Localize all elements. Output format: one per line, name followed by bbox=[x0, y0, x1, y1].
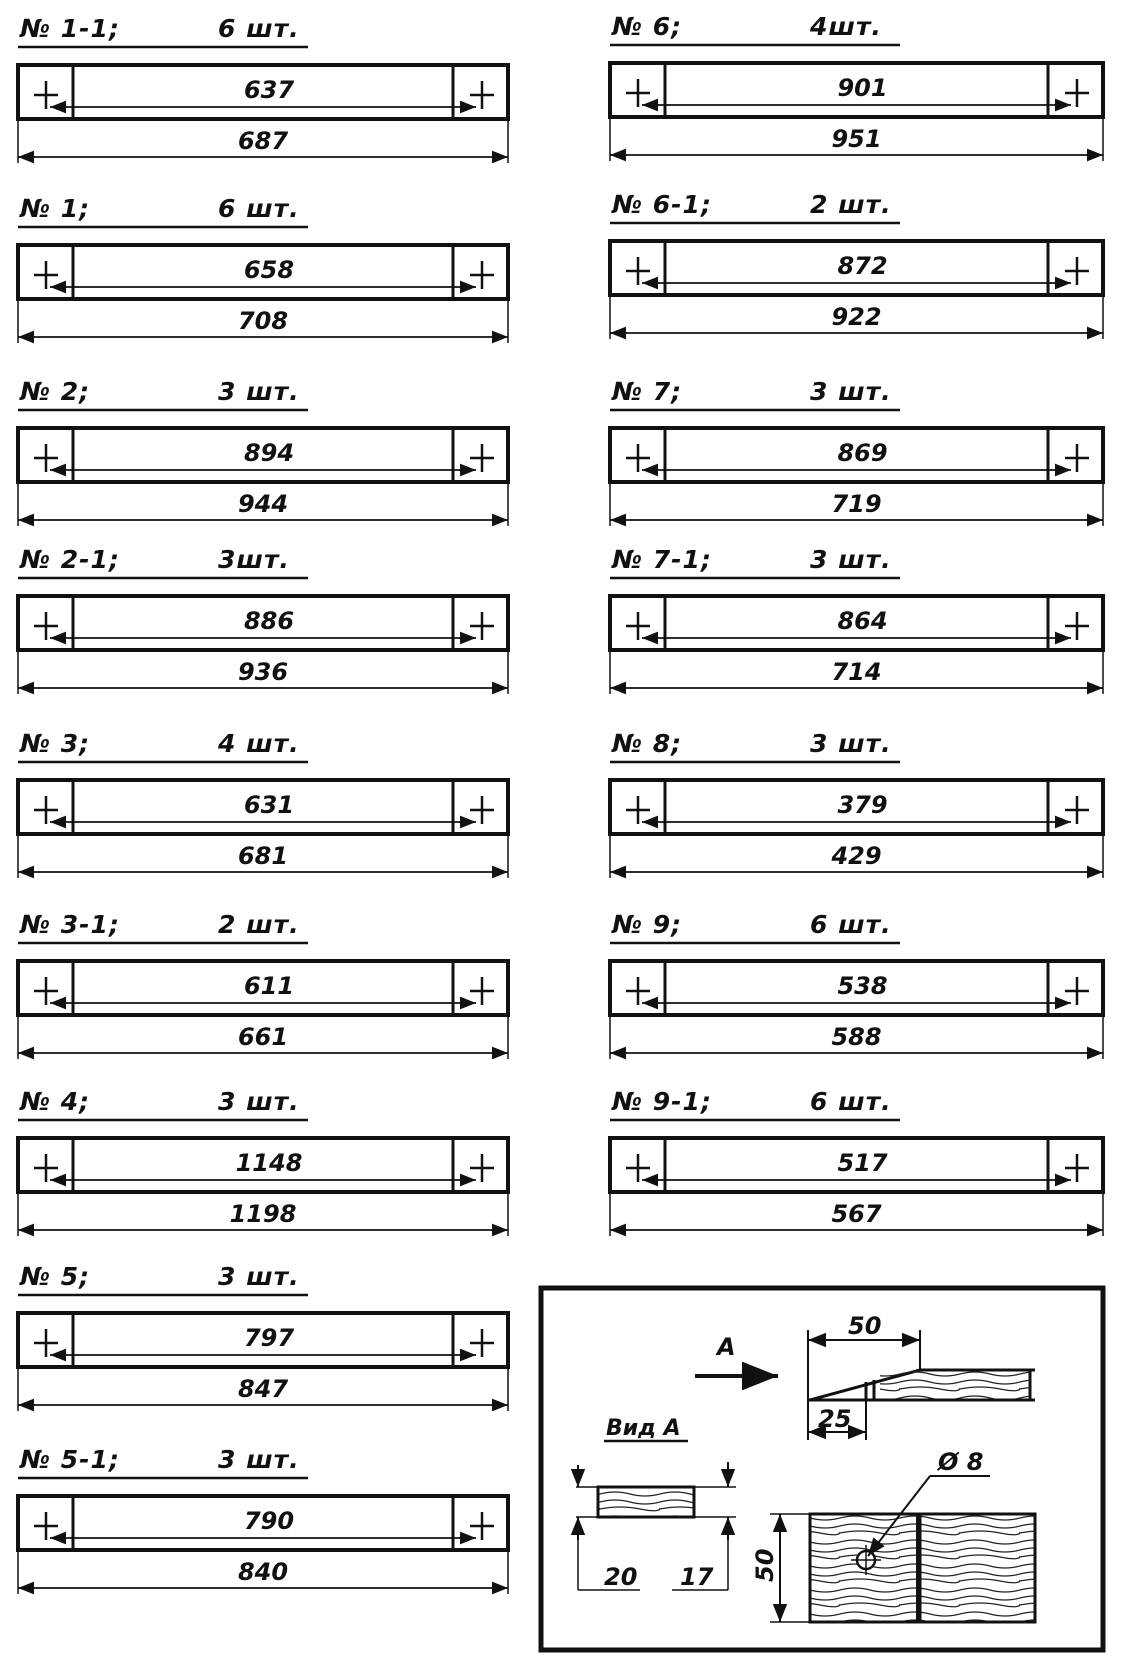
part-heading: № 4; bbox=[20, 1087, 91, 1116]
part-12 bbox=[610, 377, 1103, 526]
part-heading: № 3-1; bbox=[20, 910, 120, 939]
detail-panel bbox=[541, 1288, 1103, 1650]
part-heading: № 1; bbox=[20, 194, 91, 223]
part-15 bbox=[610, 910, 1103, 1059]
view-a-section bbox=[598, 1487, 694, 1517]
overall-length: 1198 bbox=[229, 1200, 297, 1228]
inner-length: 517 bbox=[837, 1149, 888, 1177]
parts-layer bbox=[18, 12, 1103, 1594]
overall-length: 944 bbox=[237, 490, 289, 518]
part-10 bbox=[610, 12, 1103, 161]
inner-length: 637 bbox=[243, 76, 295, 104]
overall-length: 951 bbox=[831, 125, 882, 153]
part-4 bbox=[18, 545, 508, 694]
overall-length: 661 bbox=[237, 1023, 289, 1051]
part-quantity: 4 шт. bbox=[218, 729, 300, 758]
inner-length: 894 bbox=[243, 439, 295, 467]
inner-length: 1148 bbox=[235, 1149, 303, 1177]
part-16 bbox=[610, 1087, 1103, 1236]
part-heading: № 1-1; bbox=[20, 14, 120, 43]
inner-length: 901 bbox=[837, 74, 888, 102]
inner-length: 886 bbox=[243, 607, 295, 635]
dim-20: 20 bbox=[604, 1563, 638, 1591]
part-heading: № 2-1; bbox=[20, 545, 120, 574]
view-a bbox=[576, 1416, 736, 1591]
part-heading: № 9-1; bbox=[612, 1087, 712, 1116]
overall-length: 719 bbox=[831, 490, 882, 518]
dim-diameter: Ø 8 bbox=[938, 1448, 984, 1476]
part-heading: № 6-1; bbox=[612, 190, 712, 219]
inner-length: 872 bbox=[837, 252, 888, 280]
overall-length: 681 bbox=[237, 842, 289, 870]
part-quantity: 3 шт. bbox=[218, 1087, 300, 1116]
overall-length: 708 bbox=[237, 307, 289, 335]
part-6 bbox=[18, 910, 508, 1059]
overall-length: 588 bbox=[831, 1023, 882, 1051]
part-8 bbox=[18, 1262, 508, 1411]
part-quantity: 3 шт. bbox=[218, 1445, 300, 1474]
joint-top-view bbox=[808, 1312, 1035, 1440]
detail-arrow-label: A bbox=[717, 1333, 736, 1361]
part-heading: № 6; bbox=[612, 12, 683, 41]
part-quantity: 3 шт. bbox=[810, 545, 892, 574]
part-quantity: 2 шт. bbox=[218, 910, 300, 939]
part-1 bbox=[18, 14, 508, 163]
dim-17: 17 bbox=[680, 1563, 714, 1591]
part-quantity: 6 шт. bbox=[810, 1087, 892, 1116]
dim-25: 25 bbox=[818, 1405, 852, 1433]
inner-length: 611 bbox=[243, 972, 295, 1000]
inner-length: 658 bbox=[243, 256, 295, 284]
part-quantity: 3 шт. bbox=[218, 1262, 300, 1291]
part-quantity: 6 шт. bbox=[218, 194, 300, 223]
part-11 bbox=[610, 190, 1103, 339]
part-heading: № 9; bbox=[612, 910, 683, 939]
overall-length: 840 bbox=[237, 1558, 289, 1586]
overall-length: 567 bbox=[831, 1200, 882, 1228]
part-heading: № 3; bbox=[20, 729, 91, 758]
part-heading: № 2; bbox=[20, 377, 91, 406]
part-quantity: 3 шт. bbox=[810, 377, 892, 406]
inner-length: 797 bbox=[243, 1324, 295, 1352]
overall-length: 847 bbox=[237, 1375, 289, 1403]
part-quantity: 6 шт. bbox=[810, 910, 892, 939]
inner-length: 790 bbox=[243, 1507, 295, 1535]
dim-50-top: 50 bbox=[848, 1312, 882, 1340]
overall-length: 687 bbox=[237, 127, 289, 155]
part-9 bbox=[18, 1445, 508, 1594]
part-heading: № 5-1; bbox=[20, 1445, 120, 1474]
part-heading: № 8; bbox=[612, 729, 683, 758]
overall-length: 936 bbox=[237, 658, 289, 686]
inner-length: 869 bbox=[837, 439, 888, 467]
inner-length: 864 bbox=[837, 607, 888, 635]
inner-length: 538 bbox=[837, 972, 888, 1000]
joint-side-view bbox=[751, 1448, 1035, 1622]
part-quantity: 6 шт. bbox=[218, 14, 300, 43]
part-heading: № 5; bbox=[20, 1262, 91, 1291]
part-quantity: 3 шт. bbox=[810, 729, 892, 758]
part-13 bbox=[610, 545, 1103, 694]
part-quantity: 3шт. bbox=[218, 545, 290, 574]
part-heading: № 7-1; bbox=[612, 545, 712, 574]
dim-50-side: 50 bbox=[751, 1548, 779, 1582]
overall-length: 714 bbox=[831, 658, 882, 686]
inner-length: 379 bbox=[837, 791, 888, 819]
part-7 bbox=[18, 1087, 508, 1236]
part-14 bbox=[610, 729, 1103, 878]
part-2 bbox=[18, 194, 508, 343]
part-quantity: 2 шт. bbox=[810, 190, 892, 219]
overall-length: 922 bbox=[831, 303, 882, 331]
view-a-label: Вид А bbox=[606, 1416, 681, 1441]
part-quantity: 3 шт. bbox=[218, 377, 300, 406]
part-3 bbox=[18, 377, 508, 526]
part-5 bbox=[18, 729, 508, 878]
part-heading: № 7; bbox=[612, 377, 683, 406]
inner-length: 631 bbox=[243, 791, 295, 819]
overall-length: 429 bbox=[831, 842, 882, 870]
part-quantity: 4шт. bbox=[810, 12, 882, 41]
